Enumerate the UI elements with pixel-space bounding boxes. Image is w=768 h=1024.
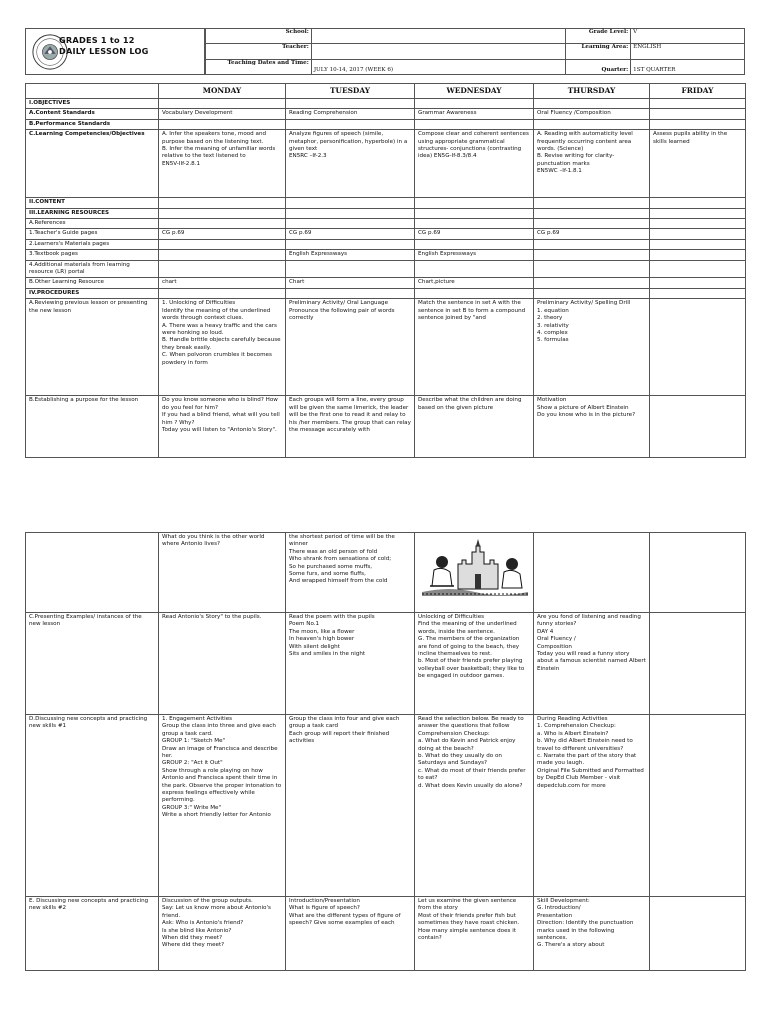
- cell-tue: Reading Comprehension: [286, 109, 415, 119]
- lesson-log-table-continued: [25, 532, 746, 971]
- day-header-tuesday: TUESDAY: [286, 84, 415, 99]
- row-label-references: A.References: [26, 219, 159, 229]
- row-label-reviewing: A.Reviewing previous lesson or presenting the new lesson: [26, 299, 159, 396]
- cell-fri: [650, 250, 746, 260]
- title-block: [25, 28, 205, 75]
- row-label-teachers-guide: 1.Teacher's Guide pages: [26, 229, 159, 239]
- school-label: School:: [206, 29, 312, 44]
- cell-mon: Vocabulary Development: [159, 109, 286, 119]
- row-label-textbook: 3.Textbook pages: [26, 250, 159, 260]
- cell-tue: Read the poem with the pupils Poem No.1 The moon, like a flower In heaven's high bower With silent delight Sits and smiles in the night: [286, 613, 415, 715]
- cell-wed: Chart,picture: [415, 278, 534, 288]
- day-header-thursday: THURSDAY: [534, 84, 650, 99]
- cell-thu: During Reading Activities 1. Comprehension Checkup: a. Who is Albert Einstein? b. Why did Albert Einstein need to travel to different universities? c. Narrate the part of the story that made you laugh. Original File Submitted and Formatted by DepEd Club Member - visit depedclub.com for more: [534, 715, 650, 897]
- teacher-label: Teacher:: [206, 44, 312, 59]
- cell-fri: [650, 396, 746, 458]
- row-label-discussing-2: E. Discussing new concepts and practicing new skills #2: [26, 897, 159, 971]
- lesson-log-header: [25, 28, 745, 75]
- section-content: II.CONTENT: [26, 198, 159, 208]
- day-header-wednesday: WEDNESDAY: [415, 84, 534, 99]
- section-procedures: IV.PROCEDURES: [26, 288, 159, 298]
- cell-thu: [534, 533, 650, 613]
- cell-mon: Discussion of the group outputs. Say: Let us know more about Antonio's friend. Ask: Who is Antonio's friend? Is she blind like Antonio? When did they meet? Where did they meet?: [159, 897, 286, 971]
- cell-thu: [534, 278, 650, 288]
- row-label-performance-standards: B.Performance Standards: [26, 119, 159, 129]
- cell-mon: 1. Engagement Activities Group the class into three and give each group a task card. GROUP 1: "Sketch Me" Draw an image of Francisca and describe her. GROUP 2: "Act it Out" Show through a role playing on how Antonio and Francisca spent their time in the park. Observe the proper intonation to express feelings effectively while performing. GROUP 3:" Write Me" Write a short friendly letter for Antonio: [159, 715, 286, 897]
- cell-wed: Describe what the children are doing based on the given picture: [415, 396, 534, 458]
- cell-thu: Motivation Show a picture of Albert Einstein Do you know who is in the picture?: [534, 396, 650, 458]
- cell-fri: [650, 109, 746, 119]
- header-info-table: [205, 28, 745, 75]
- row-label-establishing: B.Establishing a purpose for the lesson: [26, 396, 159, 458]
- title-daily-lesson-log: DAILY LESSON LOG: [59, 46, 149, 56]
- cell-thu: Oral Fluency /Composition: [534, 109, 650, 119]
- school-value: [311, 29, 565, 44]
- lesson-log-table: [25, 83, 746, 458]
- cell-mon: chart: [159, 278, 286, 288]
- cell-fri: [650, 897, 746, 971]
- cell-wed: Grammar Awareness: [415, 109, 534, 119]
- cell-thu: [534, 250, 650, 260]
- cell-mon: Do you know someone who is blind? How do you feel for him? If you had a blind friend, what will you tell him ? Why? Today you will listen to "Antonio's Story".: [159, 396, 286, 458]
- row-label-discussing-1: D.Discussing new concepts and practicing new skills #1: [26, 715, 159, 897]
- section-learning-resources: III.LEARNING RESOURCES: [26, 208, 159, 218]
- cell-tue: Introduction/Presentation What is figure of speech? What are the different types of figure of speech? Give some examples of each: [286, 897, 415, 971]
- cell-mon: 1. Unlocking of Difficulties Identify the meaning of the underlined words through context clues. A. There was a heavy traffic and the cars were honking so loud. B. Handle brittle objects carefully because they break easily. C. When polvoron crumbles it becomes powdery in form: [159, 299, 286, 396]
- learning-area-label: Learning Area:: [566, 44, 631, 59]
- cell-fri: [650, 715, 746, 897]
- day-header-monday: MONDAY: [159, 84, 286, 99]
- cell-fri: [650, 613, 746, 715]
- cell-thu: Are you fond of listening and reading funny stories? DAY 4 Oral Fluency / Composition Today you will read a funny story about a famous scientist named Albert Einstein: [534, 613, 650, 715]
- row-label-content-standards: A.Content Standards: [26, 109, 159, 119]
- row-label-presenting: C.Presenting Examples/ instances of the new lesson: [26, 613, 159, 715]
- cell-tue: CG p.69: [286, 229, 415, 239]
- cell-tue: Chart: [286, 278, 415, 288]
- cell-wed: Compose clear and coherent sentences using appropriate grammatical structures- conjunctions (contrasting idea) EN5G-If-8.3/8.4: [415, 130, 534, 198]
- cell-wed: English Expressways: [415, 250, 534, 260]
- sandcastle-children-picture-icon: [420, 534, 530, 604]
- cell-tue: Analyze figures of speech (simile, metaphor, personification, hyperbole) in a given text EN5RC –If-2.3: [286, 130, 415, 198]
- cell-tue: Preliminary Activity/ Oral Language Pronounce the following pair of words correctly: [286, 299, 415, 396]
- cell-wed: Match the sentence in set A with the sentence in set B to form a compound sentence joined by "and: [415, 299, 534, 396]
- cell-fri: [650, 533, 746, 613]
- teacher-value: [311, 44, 565, 59]
- dates-value: JULY 10-14, 2017 (WEEK 6): [311, 59, 565, 74]
- day-header-friday: FRIDAY: [650, 84, 746, 99]
- cell-wed: [415, 533, 534, 613]
- cell-thu: Preliminary Activity/ Spelling Drill 1. equation 2. theory 3. relativity 4. complex 5. formulas: [534, 299, 650, 396]
- cell-fri: [650, 299, 746, 396]
- cell-mon: [159, 250, 286, 260]
- cell-tue: Each groups will form a line, every group will be given the same limerick, the leader will be the first one to read it and relay to his /her members. The group that can relay the message accurately with: [286, 396, 415, 458]
- cell-wed: CG p.69: [415, 229, 534, 239]
- cell-fri: [650, 278, 746, 288]
- cell-mon: CG p.69: [159, 229, 286, 239]
- dates-label: Teaching Dates and Time:: [206, 59, 312, 74]
- cell-tue: English Expressways: [286, 250, 415, 260]
- section-objectives: I.OBJECTIVES: [26, 99, 159, 109]
- cell-wed: Unlocking of Difficulties Find the meaning of the underlined words, inside the sentence. G. The members of the organization are fond of going to the beach, they incline themselves to rest. b. Most of their friends prefer playing volleyball over basketball; they like to be engaged in outdoor games.: [415, 613, 534, 715]
- cell-mon: Read Antonio's Story" to the pupils.: [159, 613, 286, 715]
- cell-tue: Group the class into four and give each group a task card Each group will report their finished activities: [286, 715, 415, 897]
- cell-mon: A. Infer the speakers tone, mood and purpose based on the listening text. B. Infer the meaning of unfamiliar words relative to the text listened to EN5V-IIf-2.8.1: [159, 130, 286, 198]
- cell-fri: [650, 229, 746, 239]
- cell-mon: What do you think is the other world where Antonio lives?: [159, 533, 286, 613]
- cell-thu: Skill Development: G. Introduction/ Presentation Direction: Identify the punctuation marks used in the following sentences. G. There's a story about: [534, 897, 650, 971]
- cell-thu: CG p.69: [534, 229, 650, 239]
- cell-wed: Read the selection below. Be ready to answer the questions that follow Comprehension Checkup: a. What do Kevin and Patrick enjoy doing at the beach? b. What do they usually do on Saturdays and Sundays? c. What do most of their friends prefer to eat? d. What does Kevin usually do alone?: [415, 715, 534, 897]
- row-label-competencies: C.Learning Competencies/Objectives: [26, 130, 159, 198]
- row-label-learners-materials: 2.Learners's Materials pages: [26, 239, 159, 249]
- cell-thu: A. Reading with automaticity level frequently occurring content area words. (Science) B. Revise writing for clarity- punctuation marks EN5WC –If-1.8.1: [534, 130, 650, 198]
- learning-area-value: ENGLISH: [631, 44, 745, 59]
- row-label-additional-materials: 4.Additional materials from learning resource (LR) portal: [26, 260, 159, 278]
- row-label-other-resources: B.Other Learning Resource: [26, 278, 159, 288]
- quarter-value: 1ST QUARTER: [631, 59, 745, 74]
- corner-cell: [26, 84, 159, 99]
- quarter-label: Quarter:: [566, 59, 631, 74]
- cell-tue: the shortest period of time will be the winner There was an old person of fold Who shrank from sensations of cold; So he purchased some muffs, Some furs, and some fluffs, And wrapped himself from the cold: [286, 533, 415, 613]
- cell-fri: Assess pupils ability in the skills learned: [650, 130, 746, 198]
- cell-wed: Let us examine the given sentence from the story Most of their friends prefer fish but sometimes they have roast chicken. How many simple sentence does it contain?: [415, 897, 534, 971]
- title-grades: GRADES 1 to 12: [59, 35, 135, 45]
- grade-level-value: V: [631, 29, 745, 44]
- grade-level-label: Grade Level:: [566, 29, 631, 44]
